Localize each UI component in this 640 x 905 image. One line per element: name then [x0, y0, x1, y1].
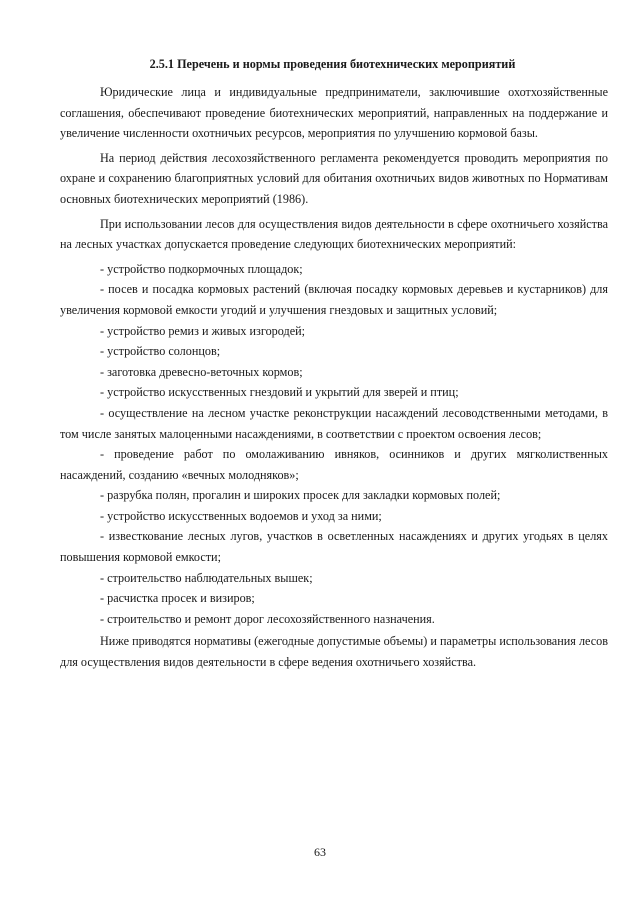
list-item: - заготовка древесно-веточных кормов;: [100, 364, 303, 379]
body-text: [60, 82, 608, 673]
list-item: - известкование лесных лугов, участков в осветленных насаждениях и других угодьях в целях повышения кормовой емкости;: [60, 529, 608, 565]
paragraph-regulation-period: На период действия лесохозяйственного регламента рекомендуется проводить мероприятия по охране и сохранению благоприятных условий для обитания охотничьих видов животных по Нормативам основных биотехнических мероприятий (1986).: [60, 150, 608, 206]
paragraph-intro: Юридические лица и индивидуальные предприниматели, заключившие охотхозяйственные соглашения, обеспечивают проведение биотехнических мероприятий, направленных на поддержание и увеличение численности охотничьих ресурсов, мероприятия по улучшению кормовой базы.: [60, 85, 608, 141]
page-number: 63: [314, 845, 326, 859]
list-item: - устройство искусственных гнездовий и укрытий для зверей и птиц;: [100, 385, 459, 400]
list-item: - строительство наблюдательных вышек;: [100, 570, 313, 585]
paragraph-closing: Ниже приводятся нормативы (ежегодные допустимые объемы) и параметры использования лесов для осуществления видов деятельности в сфере ведения охотничьего хозяйства.: [60, 634, 608, 670]
list-item: - проведение работ по омолаживанию ивняков, осинников и других мягколиственных насаждений, созданию «вечных молодняков»;: [60, 447, 608, 482]
list-item: - устройство подкормочных площадок;: [100, 261, 303, 276]
list-item: - строительство и ремонт дорог лесохозяйственного назначения.: [100, 611, 435, 626]
list-item: - осуществление на лесном участке реконструкции насаждений лесоводственными методами, в том числе занятых малоценными насаждениями, в соответствии с проектом освоения лесов;: [60, 405, 608, 441]
list-item: - расчистка просек и визиров;: [100, 591, 255, 606]
list-item: - устройство солонцов;: [100, 344, 221, 359]
list-item: - посев и посадка кормовых растений (включая посадку кормовых деревьев и кустарников) для увеличения кормовой емкости угодий и улучшения гнездовых и защитных условий;: [60, 282, 608, 317]
list-item: - устройство ремиз и живых изгородей;: [100, 323, 306, 338]
section-title: 2.5.1 Перечень и нормы проведения биотехнических мероприятий: [149, 57, 516, 71]
list-item: - устройство искусственных водоемов и уход за ними;: [100, 508, 382, 523]
list-item: - разрубка полян, прогалин и широких просек для закладки кормовых полей;: [100, 488, 501, 503]
paragraph-list-intro: При использовании лесов для осуществления видов деятельности в сфере охотничьего хозяйства на лесных участках допускается проведение следующих биотехнических мероприятий:: [60, 216, 608, 252]
